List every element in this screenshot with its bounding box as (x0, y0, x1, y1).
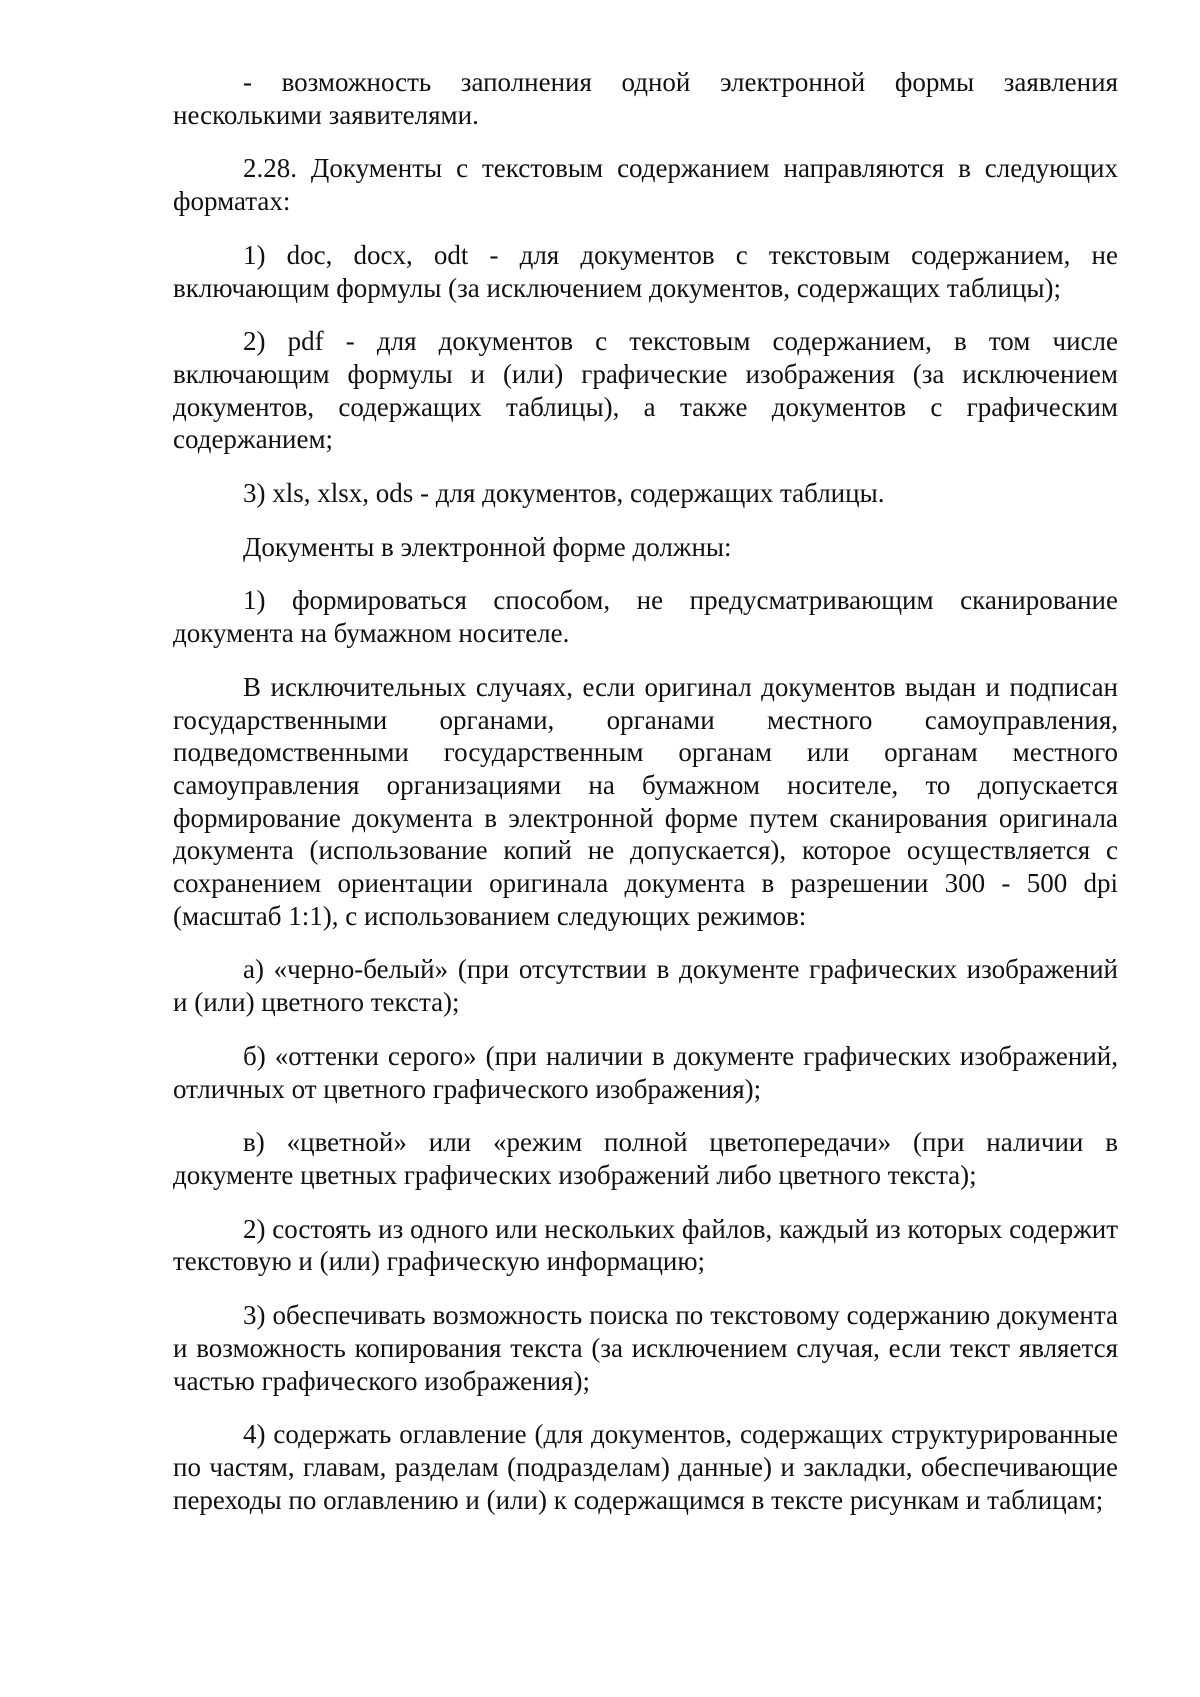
paragraph-electronic-requirements: Документы в электронной форме должны: (243, 531, 732, 562)
paragraph-2-28-formats: 2.28. Документы с текстовым содержанием направляются в следующих форматах: (173, 153, 1118, 217)
document-page (173, 66, 1118, 1516)
paragraph-requirement-1: 1) формироваться способом, не предусматривающим сканирование документа на бумажном носителе. (173, 585, 1118, 649)
paragraph-scanning-exception: В исключительных случаях, если оригинал документов выдан и подписан государственными органами, органами местного самоуправления, подведомственными государственным органам или органам местного самоуправления организациями на бумажном носителе, то допускается формирование документа в электронной форме путем сканирования оригинала документа (использование копий не допускается), которое осуществляется с сохранением ориентации оригинала документа в разрешении 300 - 500 dpi (масштаб 1:1), с использованием следующих режимов: (173, 671, 1118, 931)
paragraph-format-pdf: 2) pdf - для документов с текстовым содержанием, в том числе включающим формулы и (или) графические изображения (за исключением документов, содержащих таблицы), а также документов с графическим содержанием; (173, 326, 1118, 455)
paragraph-format-doc: 1) doc, docx, odt - для документов с текстовым содержанием, не включающим формулы (за исключением документов, содержащих таблицы); (173, 239, 1118, 303)
paragraph-multiple-applicants: - возможность заполнения одной электронной формы заявления несколькими заявителями. (173, 67, 1118, 130)
paragraph-requirement-2: 2) состоять из одного или нескольких файлов, каждый из которых содержит текстовую и (или) графическую информацию; (173, 1213, 1118, 1277)
paragraph-requirement-4: 4) содержать оглавление (для документов, содержащих структурированные по частям, главам, разделам (подразделам) данные) и закладки, обеспечивающие переходы по оглавлению и (или) к содержащимся в тексте рисункам и таблицам; (173, 1419, 1118, 1515)
paragraph-mode-grayscale: б) «оттенки серого» (при наличии в документе графических изображений, отличных от цветного графического изображения); (173, 1040, 1118, 1104)
paragraph-format-xls: 3) xls, xlsx, ods - для документов, содержащих таблицы. (243, 478, 885, 509)
paragraph-mode-bw: а) «черно-белый» (при отсутствии в документе графических изображений и (или) цветного текста); (173, 954, 1118, 1018)
paragraph-requirement-3: 3) обеспечивать возможность поиска по текстовому содержанию документа и возможность копирования текста (за исключением случая, если текст является частью графического изображения); (173, 1300, 1118, 1396)
paragraph-mode-color: в) «цветной» или «режим полной цветопередачи» (при наличии в документе цветных графических изображений либо цветного текста); (173, 1127, 1118, 1190)
